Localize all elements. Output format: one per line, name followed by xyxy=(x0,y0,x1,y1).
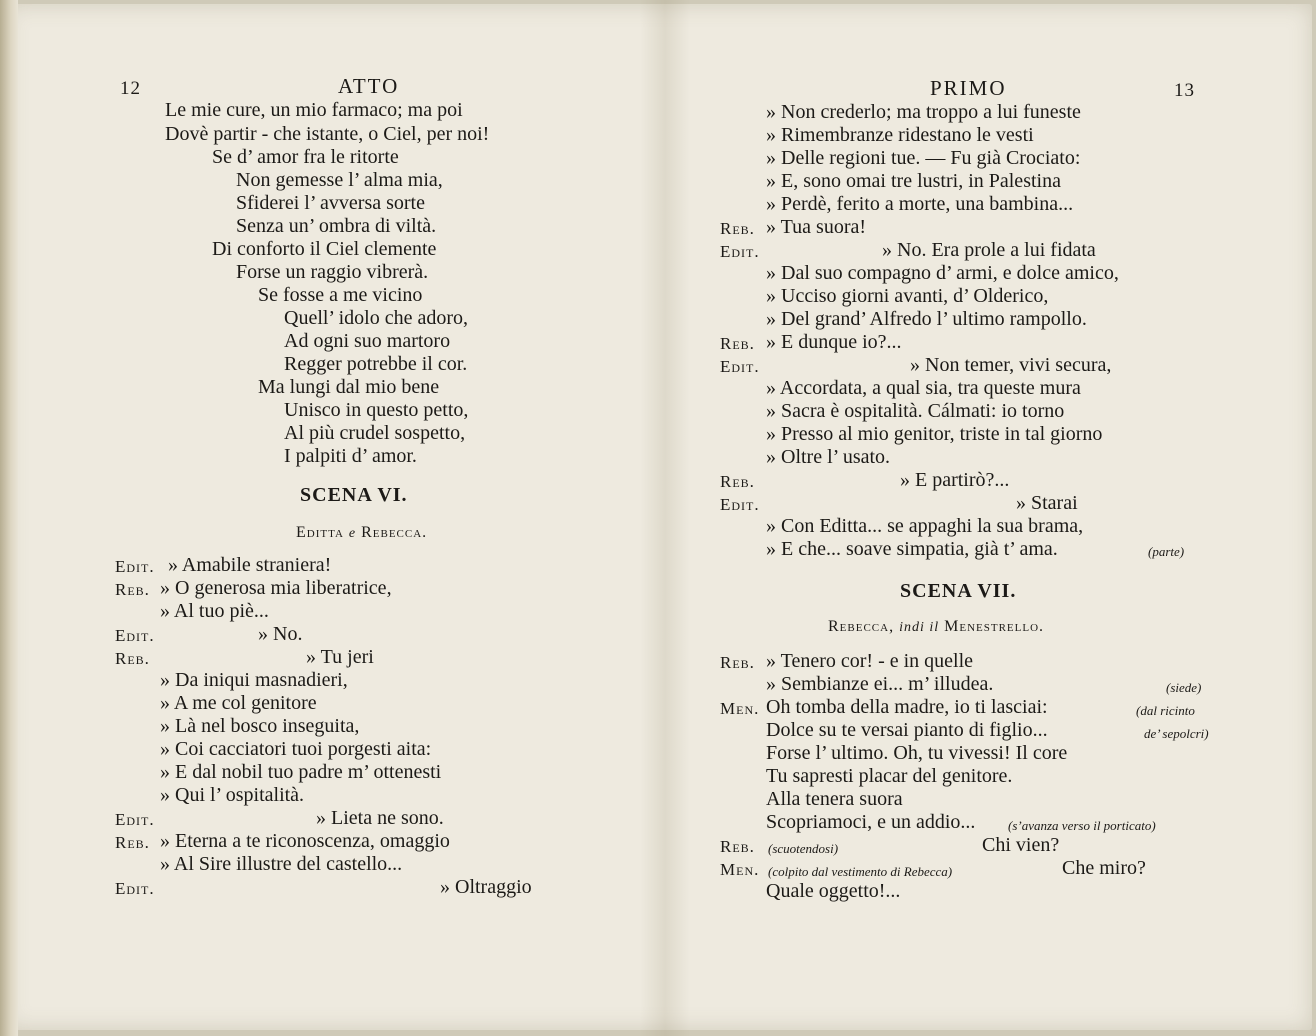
verse-line: Unisco in questo petto, xyxy=(284,399,469,421)
character-name: Menestrello. xyxy=(944,618,1045,635)
dialogue-line: » Tu jeri xyxy=(306,646,374,668)
dialogue-line: » O generosa mia liberatrice, xyxy=(160,577,392,599)
verse-line: Quell’ idolo che adoro, xyxy=(284,307,469,329)
speaker-label: Men. xyxy=(720,699,760,718)
verse-line: Regger potrebbe il cor. xyxy=(284,353,468,375)
dialogue-line: » Oltre l’ usato. xyxy=(766,446,891,468)
dialogue-line: » E dal nobil tuo padre m’ ottenesti xyxy=(160,761,442,783)
scene-title: SCENA VII. xyxy=(900,580,1017,602)
verse-line: Le mie cure, un mio farmaco; ma poi xyxy=(165,99,463,121)
conjunction: indi il xyxy=(899,620,940,635)
verse-line: I palpiti d’ amor. xyxy=(284,445,417,467)
page-number-left: 12 xyxy=(120,78,141,99)
dialogue-line: » Qui l’ ospitalità. xyxy=(160,784,305,806)
stage-direction: de’ sepolcri) xyxy=(1144,726,1209,741)
speaker-label: Reb. xyxy=(115,580,150,599)
page-number-right: 13 xyxy=(1174,80,1195,101)
speaker-label: Men. xyxy=(720,860,760,879)
dialogue-line: Che miro? xyxy=(1062,857,1146,879)
dialogue-line: » E partirò?... xyxy=(900,469,1010,491)
speaker-label: Edit. xyxy=(115,626,155,645)
speaker-label: Edit. xyxy=(115,879,155,898)
dialogue-line: » Con Editta... se appaghi la sua brama, xyxy=(766,515,1084,537)
dialogue-line: Scopriamoci, e un addio... xyxy=(766,811,976,833)
verse-line: Se fosse a me vicino xyxy=(258,284,423,306)
dialogue-line: Oh tomba della madre, io ti lasciai: xyxy=(766,696,1048,718)
verse-line: Dovè partir - che istante, o Ciel, per noi! xyxy=(165,123,490,145)
speaker-label: Reb. xyxy=(720,653,755,672)
stage-direction: (colpito dal vestimento di Rebecca) xyxy=(768,864,953,879)
dialogue-line: » Accordata, a qual sia, tra queste mura xyxy=(766,377,1081,399)
dialogue-line: » E, sono omai tre lustri, in Palestina xyxy=(766,170,1061,192)
dialogue-line: » E dunque io?... xyxy=(766,331,902,353)
scene-characters xyxy=(296,524,427,542)
dialogue-line: » Perdè, ferito a morte, una bambina... xyxy=(766,193,1074,215)
speaker-label: Edit. xyxy=(720,242,760,261)
dialogue-line: Dolce su te versai pianto di figlio... xyxy=(766,719,1048,741)
stage-direction: (dal ricinto xyxy=(1136,703,1195,718)
verse-line: Ma lungi dal mio bene xyxy=(258,376,440,398)
dialogue-line: Alla tenera suora xyxy=(766,788,903,810)
verse-line: Senza un’ ombra di viltà. xyxy=(236,215,437,237)
dialogue-line: » Sacra è ospitalità. Cálmati: io torno xyxy=(766,400,1065,422)
stage-direction: (parte) xyxy=(1148,544,1185,559)
speaker-label: Edit. xyxy=(115,810,155,829)
speaker-label: Reb. xyxy=(720,219,755,238)
scene-characters xyxy=(828,618,1044,636)
dialogue-line: » Coi cacciatori tuoi porgesti aita: xyxy=(160,738,432,760)
stage-direction: (siede) xyxy=(1166,680,1202,695)
speaker-label: Edit. xyxy=(720,357,760,376)
dialogue-line: » Del grand’ Alfredo l’ ultimo rampollo. xyxy=(766,308,1087,330)
dialogue-line: » Al tuo piè... xyxy=(160,600,269,622)
running-head-left: ATTO xyxy=(338,74,400,98)
verse-line: Se d’ amor fra le ritorte xyxy=(212,146,399,168)
right-page xyxy=(660,0,1316,1036)
dialogue-line: » Rimembranze ridestano le vesti xyxy=(766,124,1034,146)
verse-line: Al più crudel sospetto, xyxy=(284,422,466,444)
running-head-right: PRIMO xyxy=(930,76,1007,100)
dialogue-line: Chi vien? xyxy=(982,834,1060,856)
speaker-label: Reb. xyxy=(115,833,150,852)
speaker-label: Reb. xyxy=(720,334,755,353)
speaker-label: Edit. xyxy=(115,557,155,576)
verse-line: Di conforto il Ciel clemente xyxy=(212,238,437,260)
scene-title: SCENA VI. xyxy=(300,484,408,506)
dialogue-line: Quale oggetto!... xyxy=(766,880,901,902)
verse-line: Sfiderei l’ avversa sorte xyxy=(236,192,425,214)
dialogue-line: » Starai xyxy=(1016,492,1078,514)
dialogue-line: » No. xyxy=(258,623,303,645)
dialogue-line: » E che... soave simpatia, già t’ ama. xyxy=(766,538,1058,560)
character-name: Editta xyxy=(296,524,344,541)
dialogue-line: » Da iniqui masnadieri, xyxy=(160,669,348,691)
speaker-label: Edit. xyxy=(720,495,760,514)
dialogue-line: » Ucciso giorni avanti, d’ Olderico, xyxy=(766,285,1049,307)
dialogue-line: Forse l’ ultimo. Oh, tu vivessi! Il core xyxy=(766,742,1068,764)
dialogue-line: » Al Sire illustre del castello... xyxy=(160,853,403,875)
dialogue-line: » Presso al mio genitor, triste in tal giorno xyxy=(766,423,1103,445)
dialogue-line: » A me col genitore xyxy=(160,692,317,714)
dialogue-line: » Delle regioni tue. — Fu già Crociato: xyxy=(766,147,1081,169)
character-name: Rebecca. xyxy=(361,524,428,541)
character-name: Rebecca, xyxy=(828,618,895,635)
dialogue-line: » Là nel bosco inseguita, xyxy=(160,715,360,737)
verse-line: Non gemesse l’ alma mia, xyxy=(236,169,443,191)
dialogue-line: » No. Era prole a lui fidata xyxy=(882,239,1096,261)
dialogue-line: » Amabile straniera! xyxy=(168,554,332,576)
dialogue-line: Tu sapresti placar del genitore. xyxy=(766,765,1013,787)
dialogue-line: » Dal suo compagno d’ armi, e dolce amico, xyxy=(766,262,1119,284)
speaker-label: Reb. xyxy=(720,837,755,856)
dialogue-line: » Lieta ne sono. xyxy=(316,807,444,829)
speaker-label: Reb. xyxy=(720,472,755,491)
dialogue-line: » Non crederlo; ma troppo a lui funeste xyxy=(766,101,1081,123)
dialogue-line: » Oltraggio xyxy=(440,876,532,898)
speaker-label: Reb. xyxy=(115,649,150,668)
dialogue-line: » Sembianze ei... m’ illudea. xyxy=(766,673,994,695)
dialogue-line: » Non temer, vivi secura, xyxy=(910,354,1112,376)
verse-line: Forse un raggio vibrerà. xyxy=(236,261,429,283)
conjunction: e xyxy=(348,526,357,541)
verse-line: Ad ogni suo martoro xyxy=(284,330,451,352)
dialogue-line: » Tua suora! xyxy=(766,216,867,238)
stage-direction: (scuotendosi) xyxy=(768,841,839,856)
dialogue-line: » Tenero cor! - e in quelle xyxy=(766,650,974,672)
dialogue-line: » Eterna a te riconoscenza, omaggio xyxy=(160,830,450,852)
stage-direction: (s’avanza verso il porticato) xyxy=(1008,818,1156,833)
